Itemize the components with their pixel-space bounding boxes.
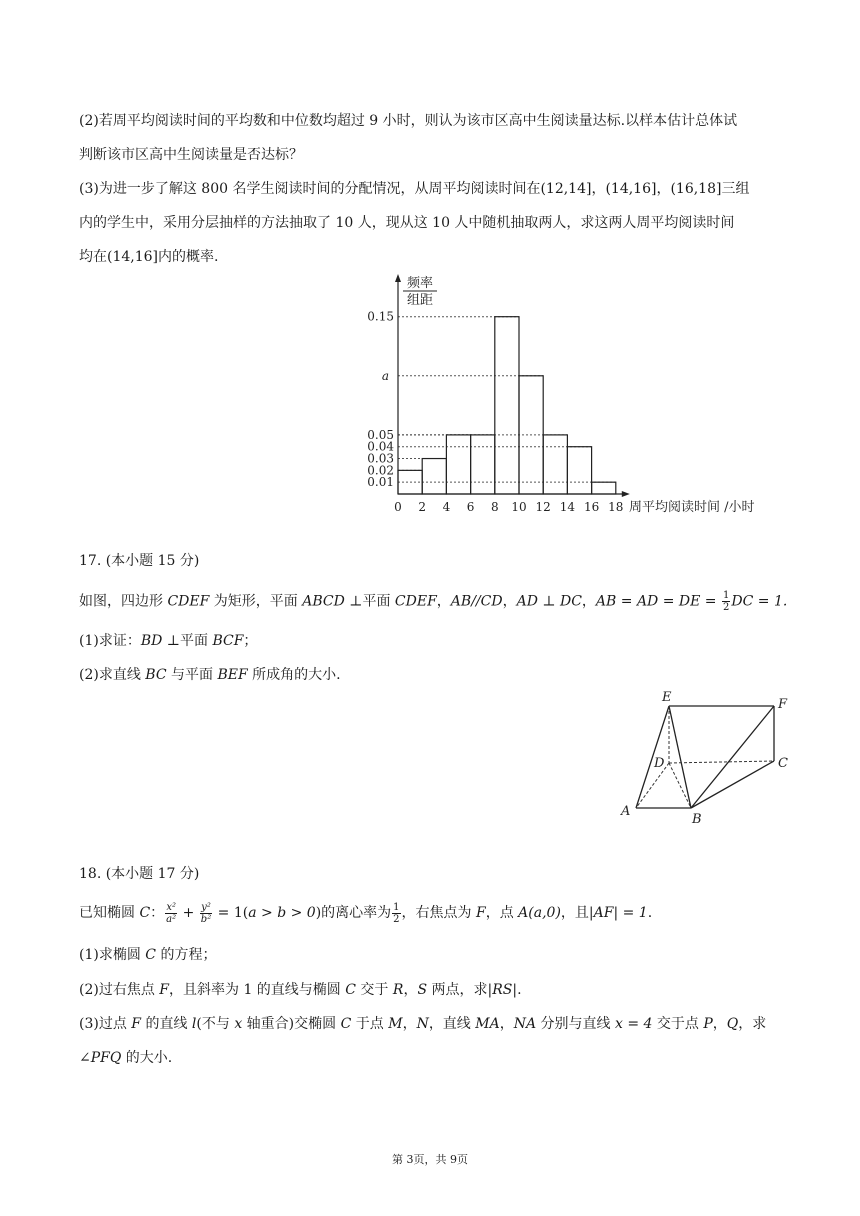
x-tick-label-0: 0 xyxy=(394,500,402,514)
y-axis-arrow xyxy=(395,274,401,282)
page-footer: 第 3页，共 9页 xyxy=(392,1153,468,1166)
q16-part3-line2: 内的学生中，采用分层抽样的方法抽取了 10 人，现从这 10 人中随机抽取两人，求这两人周平均阅读时间 xyxy=(79,215,735,231)
edge-DB xyxy=(669,763,691,808)
q18-statement: 已知椭圆 C： $\frac{\text{x²}}{\text{a²}}$ + $\frac{\text{y²}}{\text{b²}}$ = 1(a > b > 0)的离心率为 $\frac{1}{2}$ ，右焦点为 F，点 A(a,0)，且|AF| = 1. xyxy=(79,901,653,925)
q17-part2: (2)求直线 BC 与平面 BEF 所成角的大小. xyxy=(79,667,341,683)
q16-part3-line1: (3)为进一步了解这 800 名学生阅读时间的分配情况，从周平均阅读时间在(12,14]，(14,16]，(16,18]三组 xyxy=(79,181,750,197)
q18-heading: 18. (本小题 17 分) xyxy=(79,866,200,882)
histogram-bar-1 xyxy=(422,459,446,494)
q17-part1: (1)求证：BD ⊥平面 BCF； xyxy=(79,633,258,649)
y-label-denominator: 组距 xyxy=(406,293,434,308)
x-axis-label: 周平均阅读时间 /小时 xyxy=(629,500,755,515)
label-C: C xyxy=(778,756,788,771)
q16-part2-line2: 判断该市区高中生阅读量是否达标？ xyxy=(79,147,303,163)
label-E: E xyxy=(662,690,672,705)
q18-part3-line1: (3)过点 F 的直线 l(不与 x 轴重合)交椭圆 C 于点 M，N，直线 MA，NA 分别与直线 x = 4 交于点 P，Q，求 xyxy=(79,1016,767,1032)
y-tick-label-0: 0.01 xyxy=(367,475,394,490)
x-tick-label-16: 16 xyxy=(583,500,600,514)
histogram-chart xyxy=(355,270,795,520)
x-tick-label-12: 12 xyxy=(535,500,551,514)
label-A: A xyxy=(621,804,631,819)
q18-part1: (1)求椭圆 C 的方程； xyxy=(79,947,217,963)
label-F: F xyxy=(778,697,788,712)
y-tick-label-4: 0.05 xyxy=(367,427,394,442)
histogram-bar-6 xyxy=(543,435,567,494)
histogram-bar-4 xyxy=(495,317,519,494)
label-B: B xyxy=(692,812,702,825)
edge-BF xyxy=(691,706,774,808)
y-tick-label-1: 0.02 xyxy=(367,463,394,478)
q16-part3-line3: 均在(14,16]内的概率. xyxy=(79,249,219,265)
y-tick-label-5: a xyxy=(381,368,389,383)
q17-statement: 如图，四边形 CDEF 为矩形，平面 ABCD ⊥平面 CDEF，AB//CD，AD ⊥ DC，AB = AD = DE = $\frac{1}{2}$ DC = 1. xyxy=(79,590,788,613)
fraction-one-half: $\frac{1}{2}$ xyxy=(723,590,730,613)
x-axis-arrow xyxy=(622,491,630,497)
histogram-bar-2 xyxy=(446,435,470,494)
histogram-bar-7 xyxy=(567,447,591,494)
histogram-bar-8 xyxy=(592,482,616,494)
edge-BC xyxy=(691,761,774,808)
y-tick-label-6: 0.15 xyxy=(367,309,394,324)
edge-DC xyxy=(669,761,774,763)
y-tick-label-2: 0.03 xyxy=(367,451,394,466)
x-tick-label-18: 18 xyxy=(608,500,624,514)
prism-figure xyxy=(615,685,800,825)
y-tick-label-3: 0.04 xyxy=(367,439,394,454)
y-label-numerator: 频率 xyxy=(406,276,434,291)
x-tick-label-10: 10 xyxy=(511,500,527,514)
x-tick-label-8: 8 xyxy=(490,500,499,514)
label-D: D xyxy=(654,756,665,771)
x-tick-label-6: 6 xyxy=(466,500,475,514)
x-tick-label-14: 14 xyxy=(559,500,576,514)
edge-EB xyxy=(669,706,691,808)
x-tick-label-2: 2 xyxy=(418,500,427,514)
q18-part3-line2: ∠PFQ 的大小. xyxy=(79,1050,173,1066)
x-tick-label-4: 4 xyxy=(442,500,451,514)
histogram-bar-3 xyxy=(471,435,495,494)
q17-heading: 17. (本小题 15 分) xyxy=(79,553,200,569)
q16-part2-line1: (2)若周平均阅读时间的平均数和中位数均超过 9 小时，则认为该市区高中生阅读量达标.以样本估计总体试 xyxy=(79,113,738,129)
q18-part2: (2)过右焦点 F，且斜率为 1 的直线与椭圆 C 交于 R，S 两点，求|RS|. xyxy=(79,982,522,998)
